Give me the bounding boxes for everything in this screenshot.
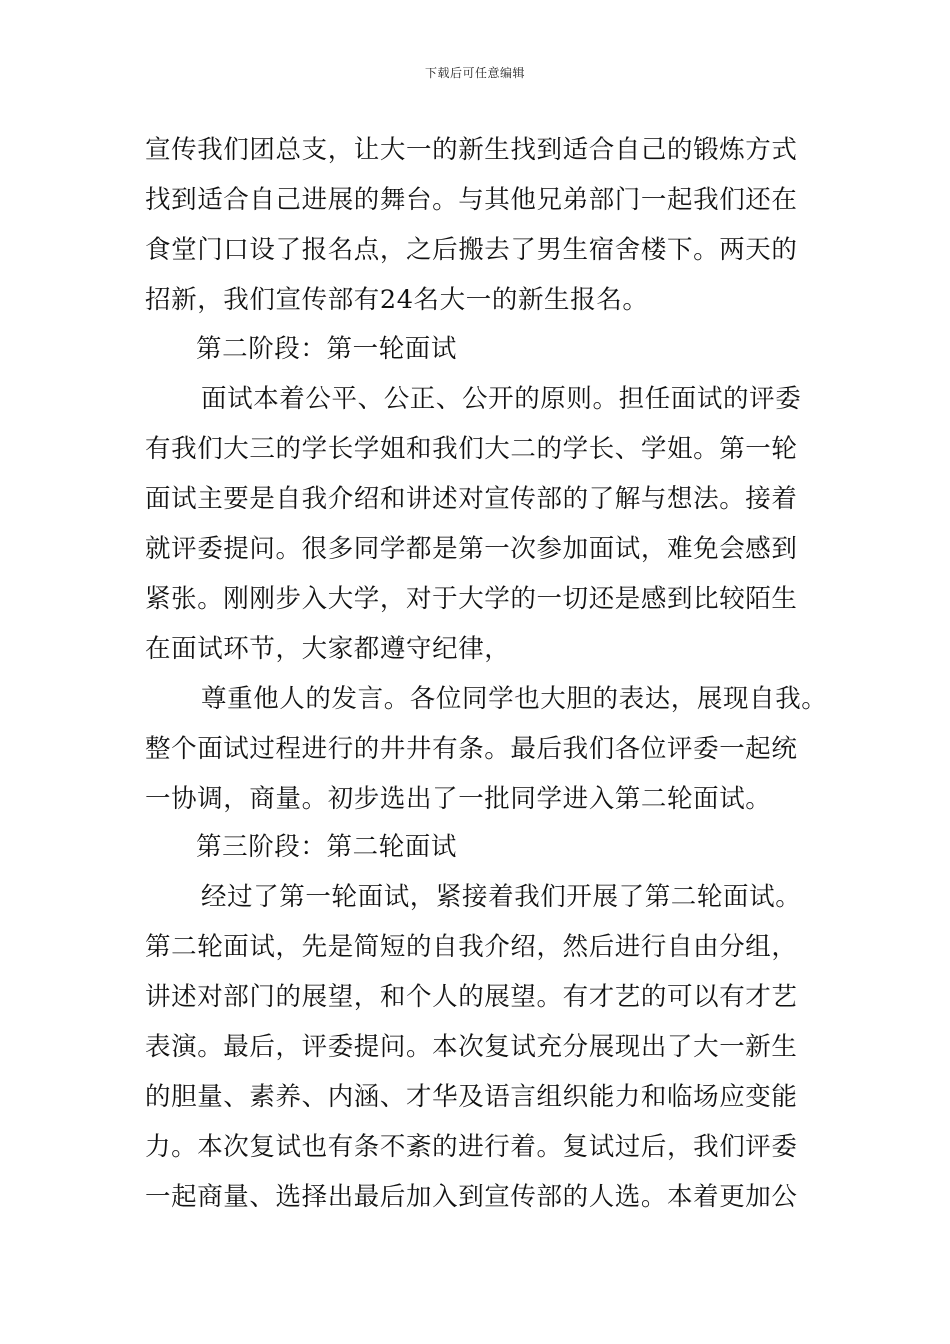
body-line-7: 有我们大三的学长学姐和我们大二的学长、学姐。第一轮: [145, 434, 798, 464]
body-line-21: 力。本次复试也有条不紊的进行着。复试过后，我们评委: [145, 1132, 798, 1162]
section-heading-stage-three: 第三阶段：第二轮面试: [196, 832, 458, 862]
body-line-13: 整个面试过程进行的井井有条。最后我们各位评委一起统: [145, 734, 798, 764]
body-line-8: 面试主要是自我介绍和讲述对宣传部的了解与想法。接着: [145, 484, 798, 514]
body-line-2: 找到适合自己进展的舞台。与其他兄弟部门一起我们还在: [145, 185, 798, 215]
body-line-18: 讲述对部门的展望，和个人的展望。有才艺的可以有才艺: [145, 982, 798, 1012]
body-line-1: 宣传我们团总支，让大一的新生找到适合自己的锻炼方式: [145, 135, 798, 165]
body-line-12: 尊重他人的发言。各位同学也大胆的表达，展现自我。: [201, 684, 828, 714]
page-header-note: 下载后可任意编辑: [424, 66, 525, 80]
body-line-19: 表演。最后，评委提问。本次复试充分展现出了大一新生: [145, 1032, 798, 1062]
body-line-17: 第二轮面试，先是简短的自我介绍，然后进行自由分组，: [145, 932, 798, 962]
body-line-3: 食堂门口设了报名点，之后搬去了男生宿舍楼下。两天的: [145, 235, 798, 265]
body-line-4: 招新，我们宣传部有24名大一的新生报名。: [145, 285, 649, 315]
body-line-14: 一协调，商量。初步选出了一批同学进入第二轮面试。: [145, 784, 772, 814]
body-line-22: 一起商量、选择出最后加入到宣传部的人选。本着更加公: [145, 1182, 798, 1212]
section-heading-stage-two: 第二阶段：第一轮面试: [196, 334, 458, 364]
body-line-9: 就评委提问。很多同学都是第一次参加面试，难免会感到: [145, 534, 798, 564]
body-line-6: 面试本着公平、公正、公开的原则。担任面试的评委: [201, 384, 802, 414]
body-line-11: 在面试环节，大家都遵守纪律，: [145, 634, 511, 664]
body-line-10: 紧张。刚刚步入大学，对于大学的一切还是感到比较陌生: [145, 584, 798, 614]
body-line-16: 经过了第一轮面试，紧接着我们开展了第二轮面试。: [201, 882, 802, 912]
body-line-20: 的胆量、素养、内涵、才华及语言组织能力和临场应变能: [145, 1082, 798, 1112]
